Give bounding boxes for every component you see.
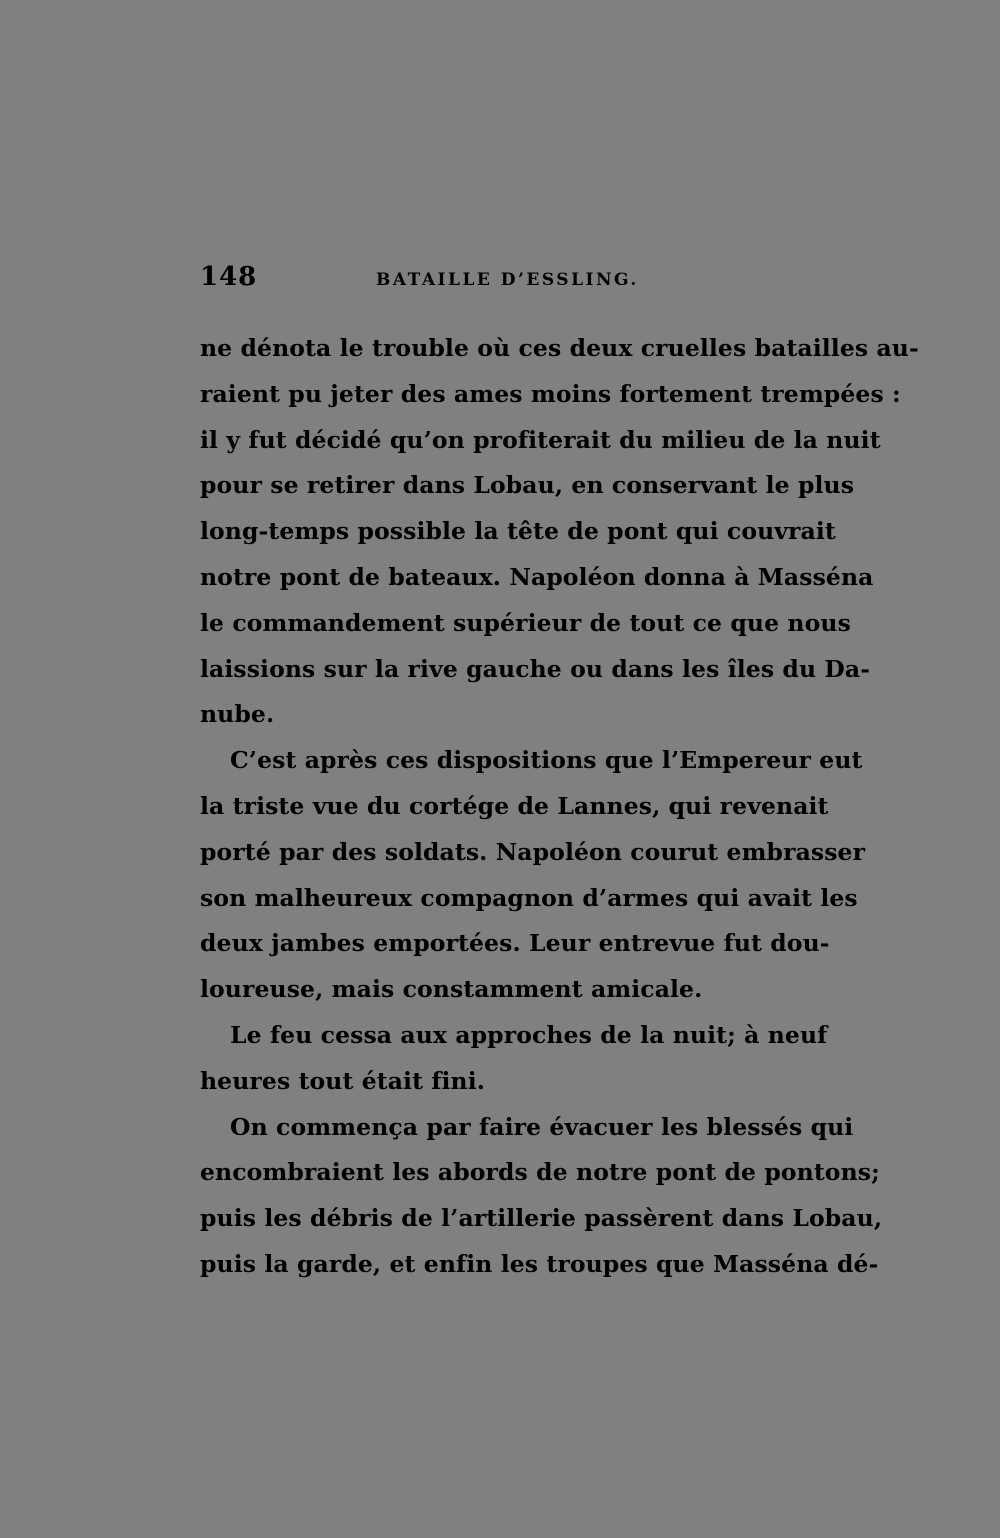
text-line: il y fut décidé qu’on profiterait du milieu de la nuit <box>200 425 881 454</box>
text-line: notre pont de bateaux. Napoléon donna à Masséna <box>200 562 874 591</box>
paragraph-3 <box>200 1013 828 1105</box>
paragraph-4 <box>200 1105 883 1288</box>
text-line: pour se retirer dans Lobau, en conservant le plus <box>200 471 855 500</box>
text-line: puis les débris de l’artillerie passèrent dans Lobau, <box>200 1204 883 1233</box>
text-line: On commença par faire évacuer les blessés qui <box>230 1112 854 1141</box>
text-line: porté par des soldats. Napoléon courut embrasser <box>200 837 866 866</box>
running-title: BATAILLE D’ESSLING. <box>376 270 639 290</box>
text-line: heures tout était fini. <box>200 1066 486 1095</box>
text-line: raient pu jeter des ames moins fortement trempées : <box>200 379 901 408</box>
page-header <box>200 262 804 302</box>
text-line: long-temps possible la tête de pont qui couvrait <box>200 517 836 546</box>
page-number: 148 <box>200 262 258 292</box>
text-line: son malheureux compagnon d’armes qui avait les <box>200 883 858 912</box>
paragraph-2 <box>200 738 866 1013</box>
text-line: puis la garde, et enfin les troupes que Masséna dé- <box>200 1249 879 1278</box>
text-line: la triste vue du cortége de Lannes, qui revenait <box>200 791 829 820</box>
text-line: laissions sur la rive gauche ou dans les îles du Da- <box>200 654 871 683</box>
text-line: C’est après ces dispositions que l’Empereur eut <box>230 746 863 775</box>
body-text <box>200 326 919 1288</box>
paragraph-1 <box>200 326 919 738</box>
text-line: encombraient les abords de notre pont de pontons; <box>200 1158 880 1187</box>
text-line: loureuse, mais constamment amicale. <box>200 975 703 1004</box>
text-line: ne dénota le trouble où ces deux cruelles batailles au- <box>200 334 919 362</box>
text-line: Le feu cessa aux approches de la nuit; à neuf <box>230 1020 828 1049</box>
text-line: le commandement supérieur de tout ce que nous <box>200 608 851 637</box>
text-line: deux jambes emportées. Leur entrevue fut dou- <box>200 929 830 958</box>
text-line: nube. <box>200 700 275 729</box>
